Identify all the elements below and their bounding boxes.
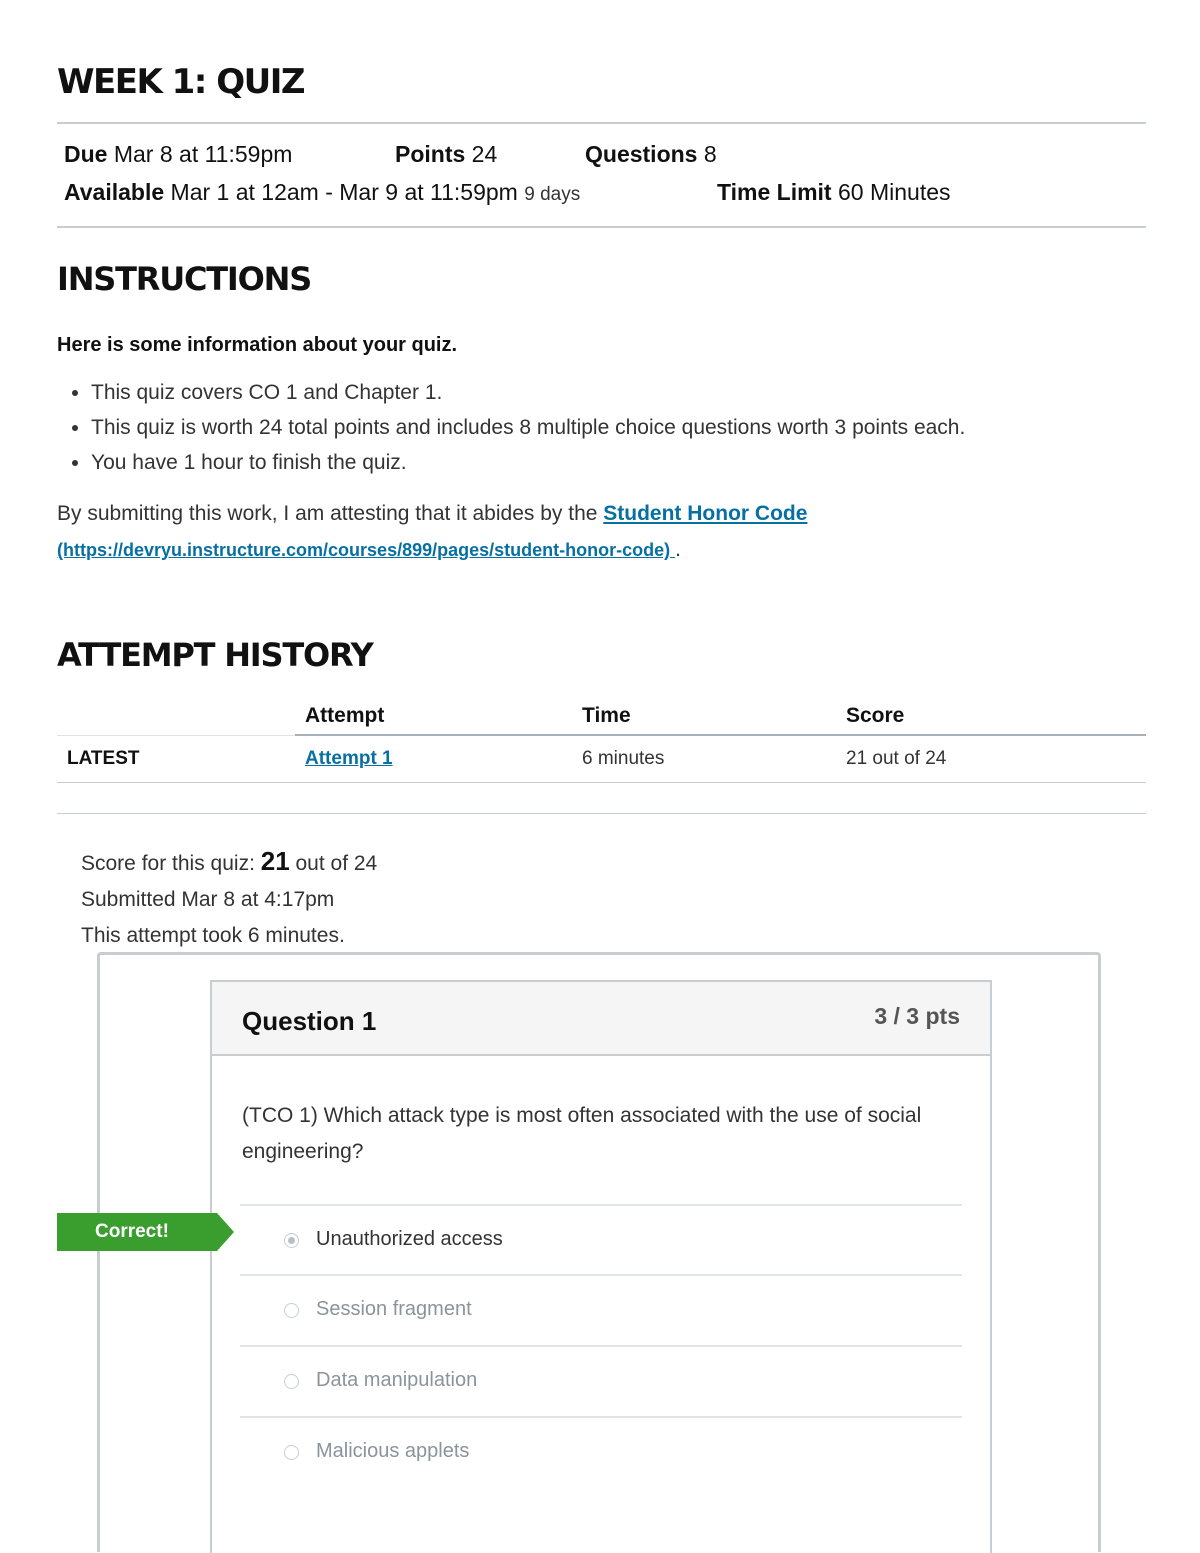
answer-label: Malicious applets <box>316 1440 470 1462</box>
score-line <box>81 843 377 882</box>
time-limit-meta <box>717 179 951 206</box>
questions-value: 8 <box>703 141 717 167</box>
divider <box>57 813 1146 814</box>
questions-label: Questions <box>585 141 698 167</box>
score-value: 21 <box>260 846 290 876</box>
score-prefix: Score for this quiz: <box>81 852 261 875</box>
time-limit-value: 60 Minutes <box>838 179 951 205</box>
column-header <box>57 698 295 735</box>
correct-flag-label: Correct! <box>95 1221 169 1242</box>
available-days: 9 days <box>524 184 581 205</box>
attempt-history-table <box>57 698 1146 783</box>
honor-statement <box>57 496 1146 568</box>
answer-label: Data manipulation <box>316 1369 478 1391</box>
latest-tag: LATEST <box>57 735 295 783</box>
divider <box>57 122 1146 124</box>
instructions-heading: INSTRUCTIONS <box>57 260 312 298</box>
table-header-row <box>57 698 1146 735</box>
points-meta <box>395 141 497 168</box>
honor-text: By submitting this work, I am attesting that it abides by the <box>57 502 604 525</box>
honor-code-url-link[interactable]: (https://devryu.instructure.com/courses/899/pages/student-honor-code) <box>57 540 676 560</box>
column-header-time: Time <box>572 698 836 735</box>
attempt-link[interactable]: Attempt 1 <box>305 748 393 769</box>
instructions-list <box>69 378 965 483</box>
question-title: Question 1 <box>242 1006 377 1036</box>
attempt-history-heading: ATTEMPT HISTORY <box>57 636 373 674</box>
question-header <box>212 982 990 1056</box>
attempt-time: 6 minutes <box>572 735 836 783</box>
answer-label: Unauthorized access <box>316 1228 503 1250</box>
page-title: WEEK 1: QUIZ <box>57 62 305 102</box>
radio-icon[interactable] <box>284 1374 299 1389</box>
available-value: Mar 1 at 12am - Mar 9 at 11:59pm <box>170 179 518 205</box>
list-item: • This quiz is worth 24 total points and includes 8 multiple choice questions worth 3 points each. <box>91 413 965 448</box>
radio-icon[interactable] <box>284 1445 299 1460</box>
question-points: 3 / 3 pts <box>874 1003 960 1029</box>
correct-answer-flag <box>57 1213 217 1251</box>
questions-meta <box>585 141 717 168</box>
column-header-attempt: Attempt <box>295 698 572 735</box>
honor-end: . <box>675 538 681 561</box>
radio-icon[interactable] <box>284 1303 299 1318</box>
list-item: • You have 1 hour to finish the quiz. <box>91 448 965 483</box>
due-value: Mar 8 at 11:59pm <box>113 141 293 167</box>
honor-code-link[interactable]: Student Honor Code <box>603 502 808 525</box>
question-card <box>210 980 992 1553</box>
answer-label: Session fragment <box>316 1298 472 1320</box>
due-label: Due <box>64 141 108 167</box>
instructions-intro: Here is some information about your quiz. <box>57 334 458 356</box>
answer-option[interactable] <box>240 1416 962 1488</box>
score-suffix: out of 24 <box>289 852 378 875</box>
answer-option[interactable] <box>240 1274 962 1346</box>
score-summary <box>81 843 377 954</box>
due-meta <box>64 141 292 168</box>
table-row <box>57 735 1146 783</box>
question-text: (TCO 1) Which attack type is most often associated with the use of social engineering? <box>242 1104 922 1163</box>
radio-selected-icon[interactable] <box>284 1233 299 1248</box>
attempt-duration: This attempt took 6 minutes. <box>81 924 345 947</box>
answer-option[interactable] <box>240 1345 962 1417</box>
points-label: Points <box>395 141 466 167</box>
time-limit-label: Time Limit <box>717 179 832 205</box>
available-meta <box>64 179 580 206</box>
answer-option[interactable] <box>240 1204 962 1276</box>
submitted-time: Submitted Mar 8 at 4:17pm <box>81 888 335 911</box>
divider <box>57 226 1146 228</box>
attempt-score: 21 out of 24 <box>836 735 1146 783</box>
points-value: 24 <box>471 141 498 167</box>
column-header-score: Score <box>836 698 1146 735</box>
available-label: Available <box>64 179 165 205</box>
list-item: • This quiz covers CO 1 and Chapter 1. <box>91 378 965 413</box>
